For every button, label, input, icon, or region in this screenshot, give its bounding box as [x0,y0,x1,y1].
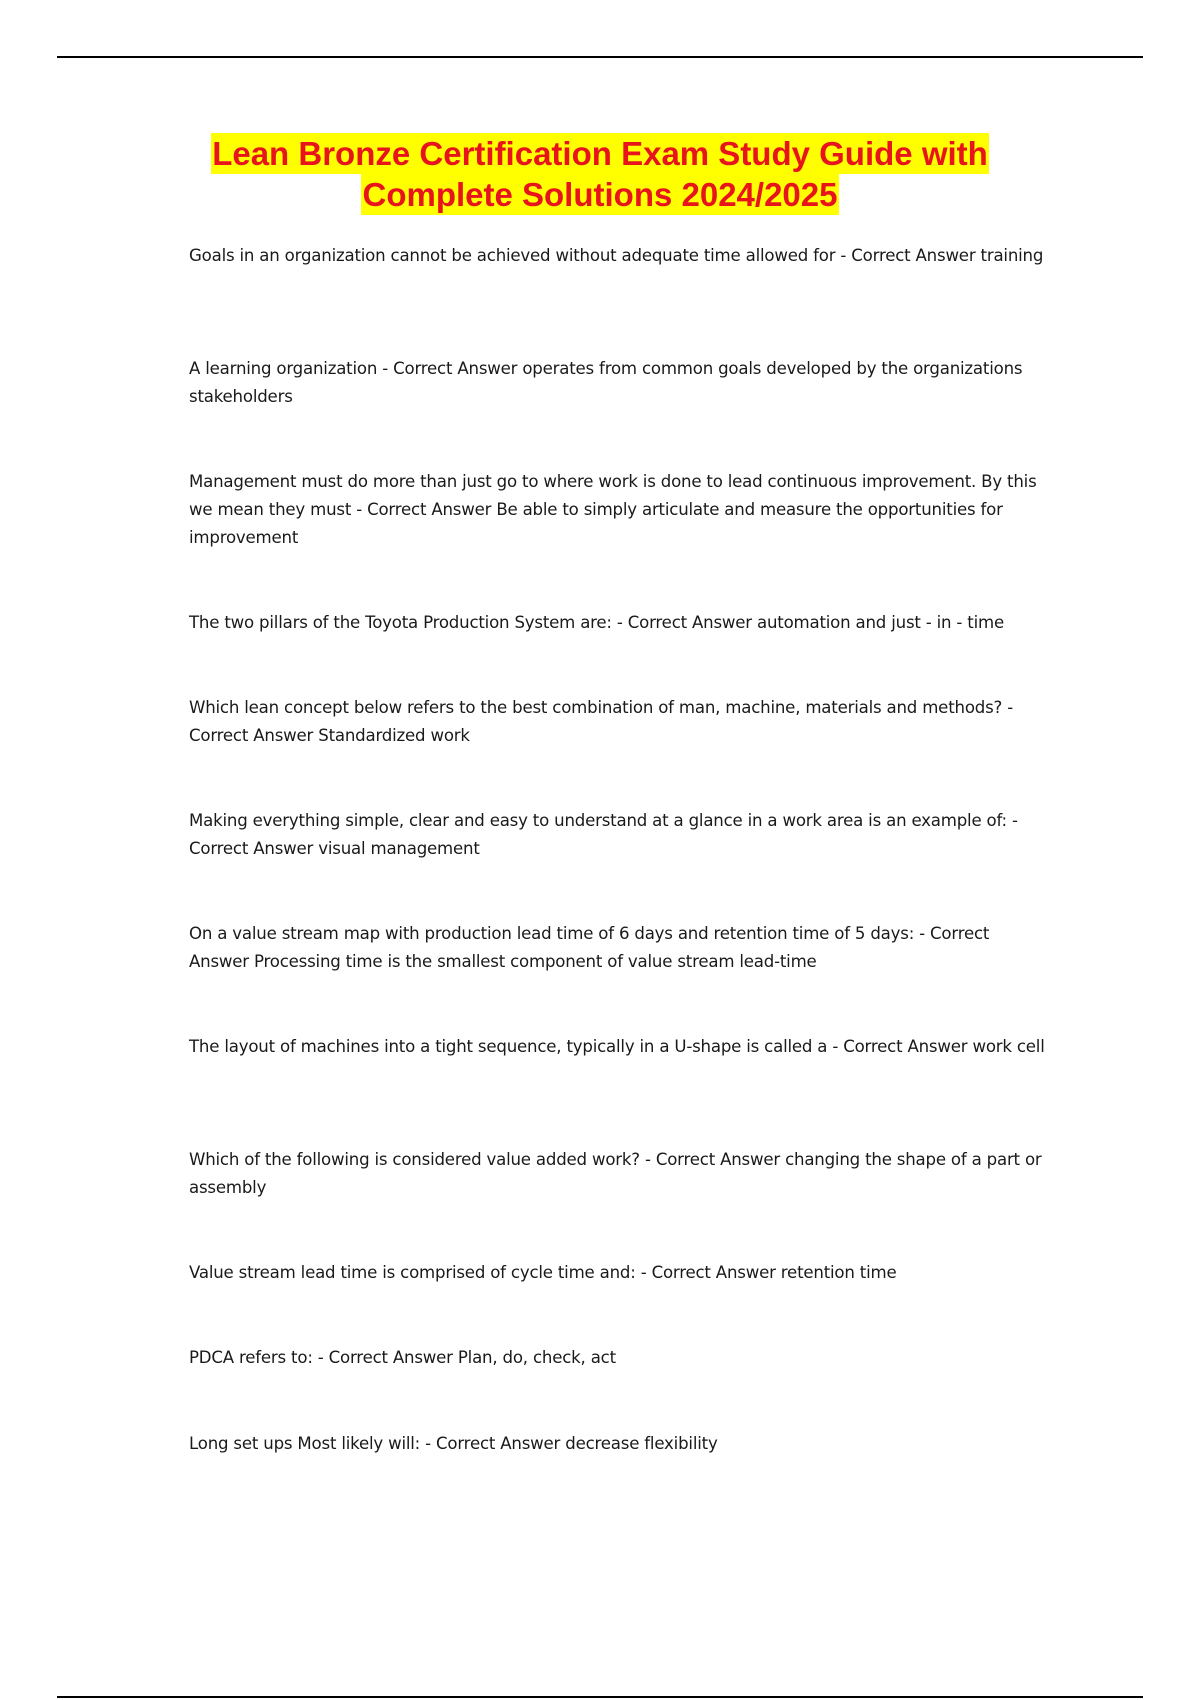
qa-item-7 [189,920,1049,976]
top-rule [57,56,1143,58]
qa-item-9 [189,1146,1049,1202]
qa-item-6 [189,807,1049,863]
qa-text: The layout of machines into a tight sequence, typically in a U-shape is called a - Correct Answer work cell [189,1037,1045,1056]
qa-item-10 [189,1259,1049,1287]
qa-item-12 [189,1430,1049,1458]
qa-item-5 [189,694,1049,750]
title-line-1: Lean Bronze Certification Exam Study Guide with [212,135,988,172]
bottom-rule [57,1696,1143,1698]
title-line-2: Complete Solutions 2024/2025 [362,176,838,213]
qa-text: Which lean concept below refers to the best combination of man, machine, materials and methods? - Correct Answer Standardized work [189,698,1014,745]
qa-text: A learning organization - Correct Answer operates from common goals developed by the organizations stakeholders [189,359,1023,406]
qa-text: Management must do more than just go to where work is done to lead continuous improvement. By this we mean they must - Correct Answer Be able to simply articulate and measure the opportunities for improvement [189,472,1037,547]
qa-text: PDCA refers to: - Correct Answer Plan, do, check, act [189,1348,616,1367]
qa-item-2 [189,355,1049,411]
qa-text: Value stream lead time is comprised of cycle time and: - Correct Answer retention time [189,1263,897,1282]
document-title [0,133,1200,215]
qa-text: On a value stream map with production lead time of 6 days and retention time of 5 days: - Correct Answer Processing time is the smallest component of value stream lead-time [189,924,990,971]
qa-text: Which of the following is considered value added work? - Correct Answer changing the shape of a part or assembly [189,1150,1042,1197]
qa-item-11 [189,1344,1049,1372]
qa-item-1 [189,242,1049,270]
qa-text: Making everything simple, clear and easy to understand at a glance in a work area is an example of: - Correct Answer visual management [189,811,1018,858]
qa-text: Long set ups Most likely will: - Correct Answer decrease flexibility [189,1434,718,1453]
qa-text: Goals in an organization cannot be achieved without adequate time allowed for - Correct Answer training [189,246,1044,265]
qa-item-4 [189,609,1049,637]
qa-item-8 [189,1033,1049,1061]
qa-item-3 [189,468,1049,552]
qa-text: The two pillars of the Toyota Production System are: - Correct Answer automation and just - in - time [189,613,1004,632]
